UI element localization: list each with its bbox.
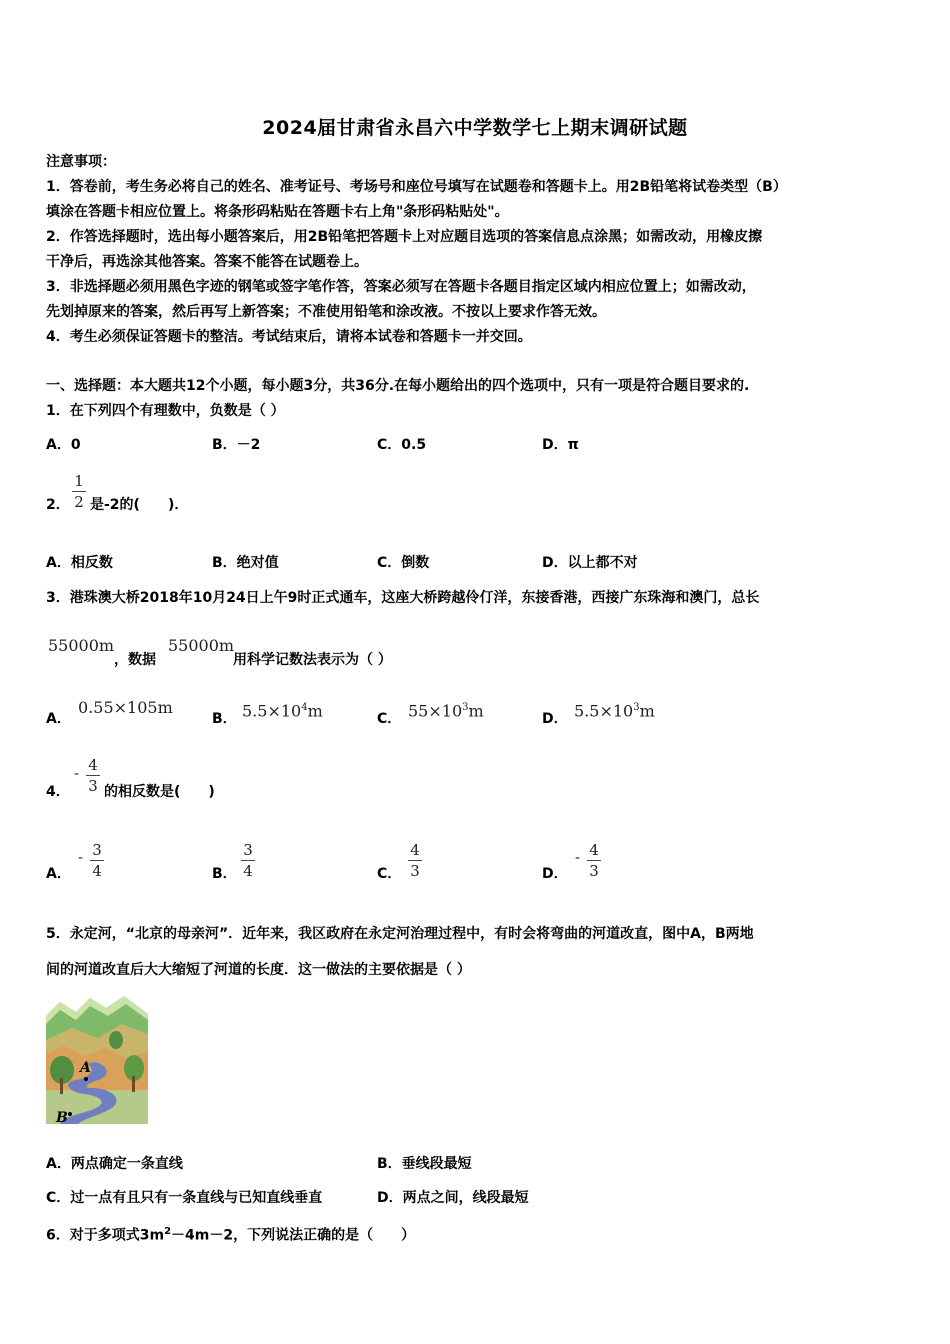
q2-option-b: B．绝对值	[212, 555, 279, 571]
question-4-number: 4．	[46, 784, 70, 800]
q3-option-c-label: C．	[377, 711, 402, 727]
notice-line: 2．作答选择题时，选出每小题答案后，用2B铅笔把答题卡上对应题目选项的答案信息点涂黑；如需改动，用橡皮擦	[46, 229, 763, 245]
question-6-stem: 6．对于多项式$3m^2-4m-2$，下列说法正确的是（ ）	[46, 1226, 416, 1244]
notice-line: 3．非选择题必须用黑色字迹的钢笔或签字笔作答，答案必须写在答题卡各题目指定区域内相应位置上；如需改动，	[46, 279, 756, 295]
q4-option-d-label: D．	[542, 866, 568, 882]
figure-point-a-label: A	[80, 1060, 91, 1076]
q4-minus-sign: -	[74, 764, 80, 782]
q2-option-d: D．以上都不对	[542, 555, 638, 571]
q3-tail-text: 用科学记数法表示为（ ）	[233, 652, 392, 668]
q3-option-a-label: A．	[46, 711, 71, 727]
notice-heading: 注意事项：	[46, 154, 116, 170]
q3-mid-text: ，数据	[114, 652, 156, 668]
question-2-number: 2．	[46, 497, 70, 513]
q1-option-c: C．0.5	[377, 437, 427, 453]
q2-fraction-denominator: 2	[74, 493, 84, 511]
page-title: 2024届甘肃省永昌六中学数学七上期末调研试题	[262, 117, 688, 139]
q2-fraction	[72, 472, 86, 511]
question-5-line-2: 间的河道改直后大大缩短了河道的长度．这一做法的主要依据是（ ）	[46, 962, 471, 978]
question-4-stem: 的相反数是( )	[104, 784, 215, 800]
q4-option-d-minus: -	[575, 848, 581, 866]
question-2-stem: 是-2的( )．	[90, 497, 189, 513]
question-1-stem: 1．在下列四个有理数中，负数是（ ）	[46, 403, 285, 419]
q3-length-1: 55000m	[48, 636, 115, 655]
q3-option-b-value: $5.5\times 10^4m$	[242, 701, 323, 721]
q4-fraction: 4 3	[86, 756, 100, 795]
q1-option-a: A．0	[46, 437, 81, 453]
q5-option-c: C．过一点有且只有一条直线与已知直线垂直	[46, 1190, 323, 1206]
q4-option-b-fraction: 3 4	[241, 841, 255, 880]
notice-line: 1．答卷前，考生务必将自己的姓名、准考证号、考场号和座位号填写在试题卷和答题卡上。用2B铅笔将试卷类型（B）	[46, 179, 787, 195]
notice-line: 先划掉原来的答案，然后再写上新答案；不准使用铅笔和涂改液。不按以上要求作答无效。	[46, 304, 606, 320]
section-heading: 一、选择题：本大题共12个小题，每小题3分，共36分.在每小题给出的四个选项中，只有一项是符合题目要求的.	[46, 378, 750, 394]
q3-option-a-value: 0.55×105m	[78, 698, 173, 717]
q3-length-2: 55000m	[168, 636, 235, 655]
q3-option-b-label: B．	[212, 711, 237, 727]
q4-option-a-label: A．	[46, 866, 71, 882]
q2-option-c: C．倒数	[377, 555, 430, 571]
q4-option-a-fraction: 3 4	[90, 841, 104, 880]
notice-line: 干净后，再选涂其他答案。答案不能答在试题卷上。	[46, 254, 368, 270]
q2-fraction-numerator: 1	[74, 472, 84, 490]
figure-point-b-label: B	[56, 1110, 68, 1126]
q4-option-d-fraction: 4 3	[587, 841, 601, 880]
question-5-line-1: 5．永定河，“北京的母亲河”．近年来，我区政府在永定河治理过程中，有时会将弯曲的河道改直，图中A，B两地	[46, 926, 754, 942]
q4-option-b-label: B．	[212, 866, 237, 882]
q4-option-c-label: C．	[377, 866, 402, 882]
question-3-stem: 3．港珠澳大桥2018年10月24日上午9时正式通车，这座大桥跨越伶仃洋，东接香港，西接广东珠海和澳门，总长	[46, 590, 760, 606]
q2-option-a: A．相反数	[46, 555, 113, 571]
q4-option-a-minus: -	[78, 848, 84, 866]
q5-option-b: B．垂线段最短	[377, 1156, 472, 1172]
q5-option-d: D．两点之间，线段最短	[377, 1190, 529, 1206]
notice-line: 4．考生必须保证答题卡的整洁。考试结束后，请将本试卷和答题卡一并交回。	[46, 329, 532, 345]
q5-option-a: A．两点确定一条直线	[46, 1156, 183, 1172]
q1-option-d: D．π	[542, 437, 579, 453]
river-landscape-illustration	[46, 994, 148, 1124]
q3-option-d-label: D．	[542, 711, 568, 727]
q3-option-c-value: $55\times 10^3m$	[408, 701, 484, 721]
q4-option-c-fraction: 4 3	[408, 841, 422, 880]
q3-option-d-value: $5.5\times 10^3m$	[574, 701, 655, 721]
notice-line: 填涂在答题卡相应位置上。将条形码粘贴在答题卡右上角"条形码粘贴处"。	[46, 204, 509, 220]
q1-option-b: B．－2	[212, 437, 261, 453]
